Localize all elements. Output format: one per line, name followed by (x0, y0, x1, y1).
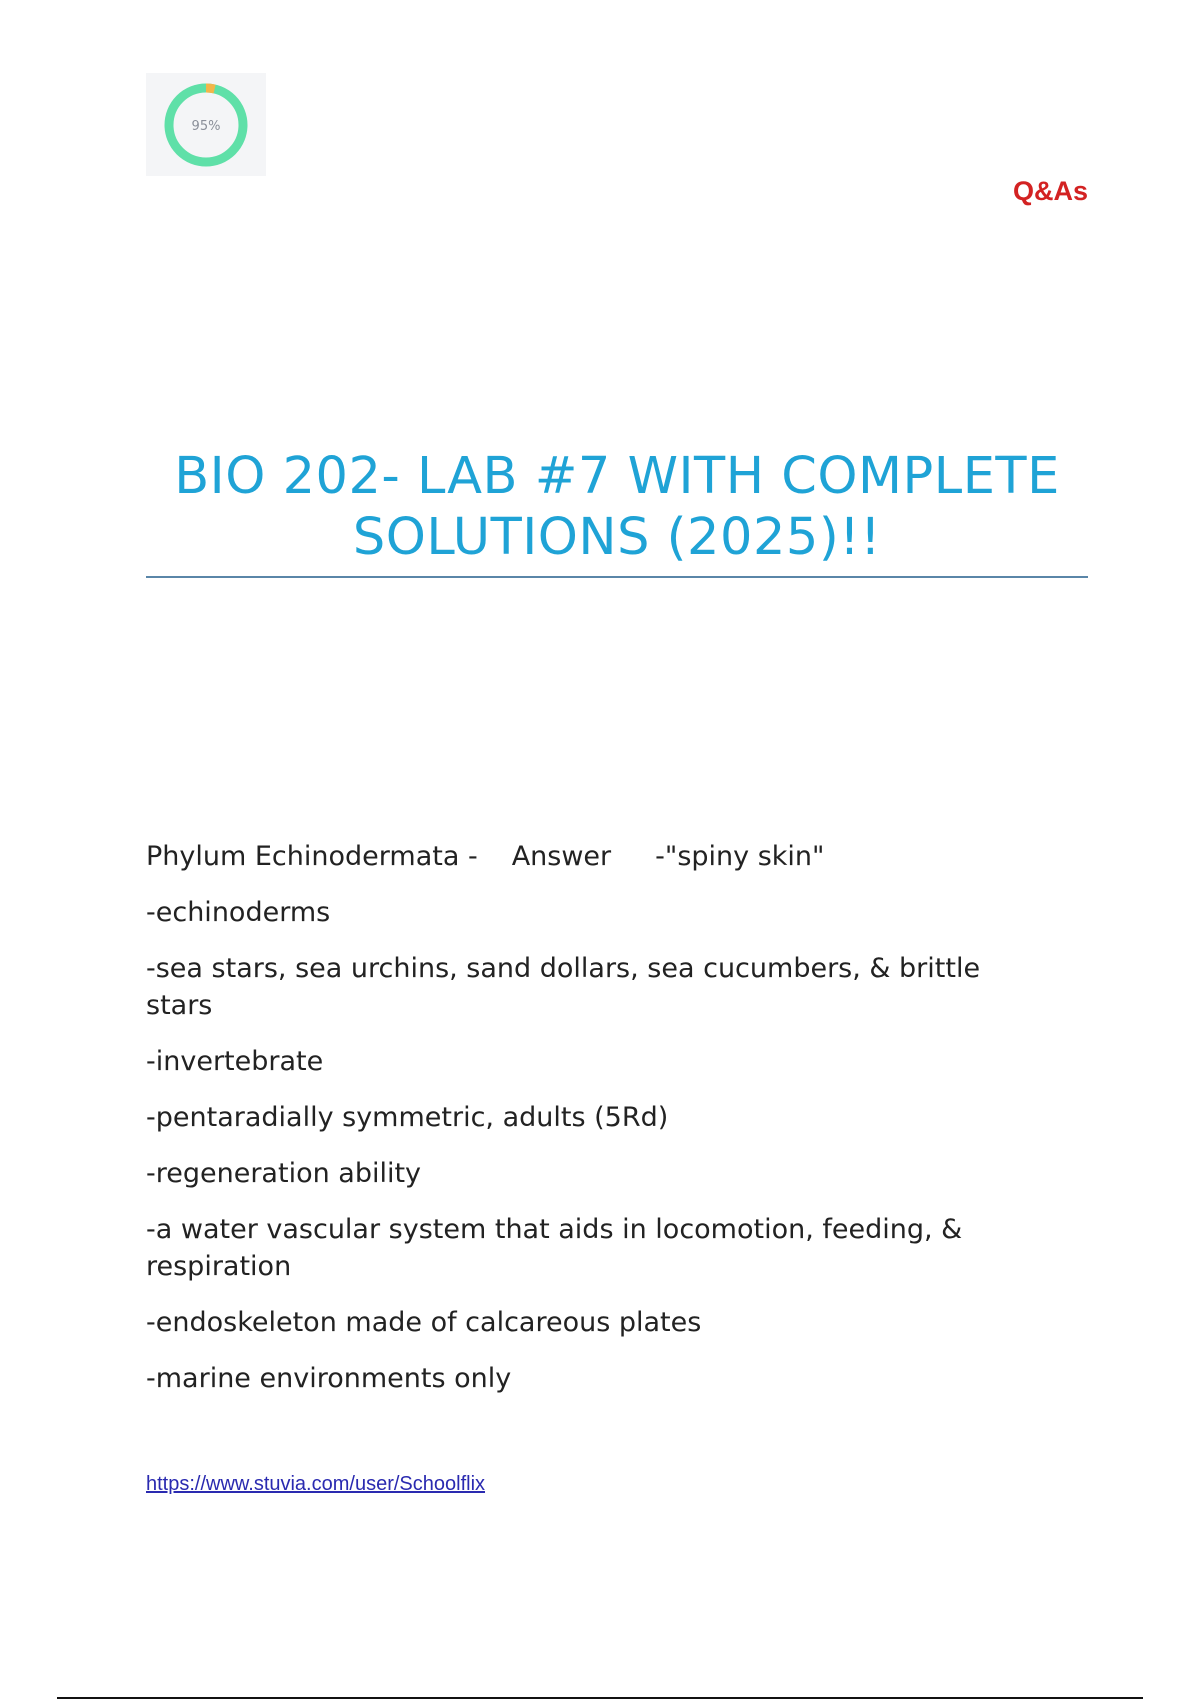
qa-tag: Q&As (1012, 176, 1088, 206)
title-line-2: SOLUTIONS (2025)!! (352, 508, 882, 567)
footer-divider (57, 1697, 1143, 1699)
list-item: -endoskeleton made of calcareous plates (146, 1307, 702, 1338)
qa-definition: -"spiny skin" (655, 841, 825, 872)
list-item: -echinoderms (146, 897, 331, 928)
qa-answer-label: Answer (511, 841, 612, 872)
qa-question-line (146, 838, 1046, 875)
list-item: -pentaradially symmetric, adults (5Rd) (146, 1102, 669, 1133)
document-title (146, 446, 1088, 568)
progress-ring-icon (161, 80, 251, 170)
list-item: -marine environments only (146, 1363, 512, 1394)
stuvia-profile-link[interactable]: https://www.stuvia.com/user/Schoolflix (146, 1473, 486, 1495)
qa-content (146, 838, 1046, 1416)
title-divider (146, 576, 1088, 578)
badge-percent: 95% (191, 118, 221, 134)
score-badge (146, 73, 266, 176)
list-item: -a water vascular system that aids in locomotion, feeding, & respiration (146, 1214, 963, 1282)
list-item: -regeneration ability (146, 1158, 422, 1189)
list-item: -invertebrate (146, 1046, 324, 1077)
list-item: -sea stars, sea urchins, sand dollars, sea cucumbers, & brittle stars (146, 953, 981, 1021)
title-line-1: BIO 202- LAB #7 WITH COMPLETE (174, 447, 1060, 506)
qa-term: Phylum Echinodermata - (146, 841, 478, 872)
